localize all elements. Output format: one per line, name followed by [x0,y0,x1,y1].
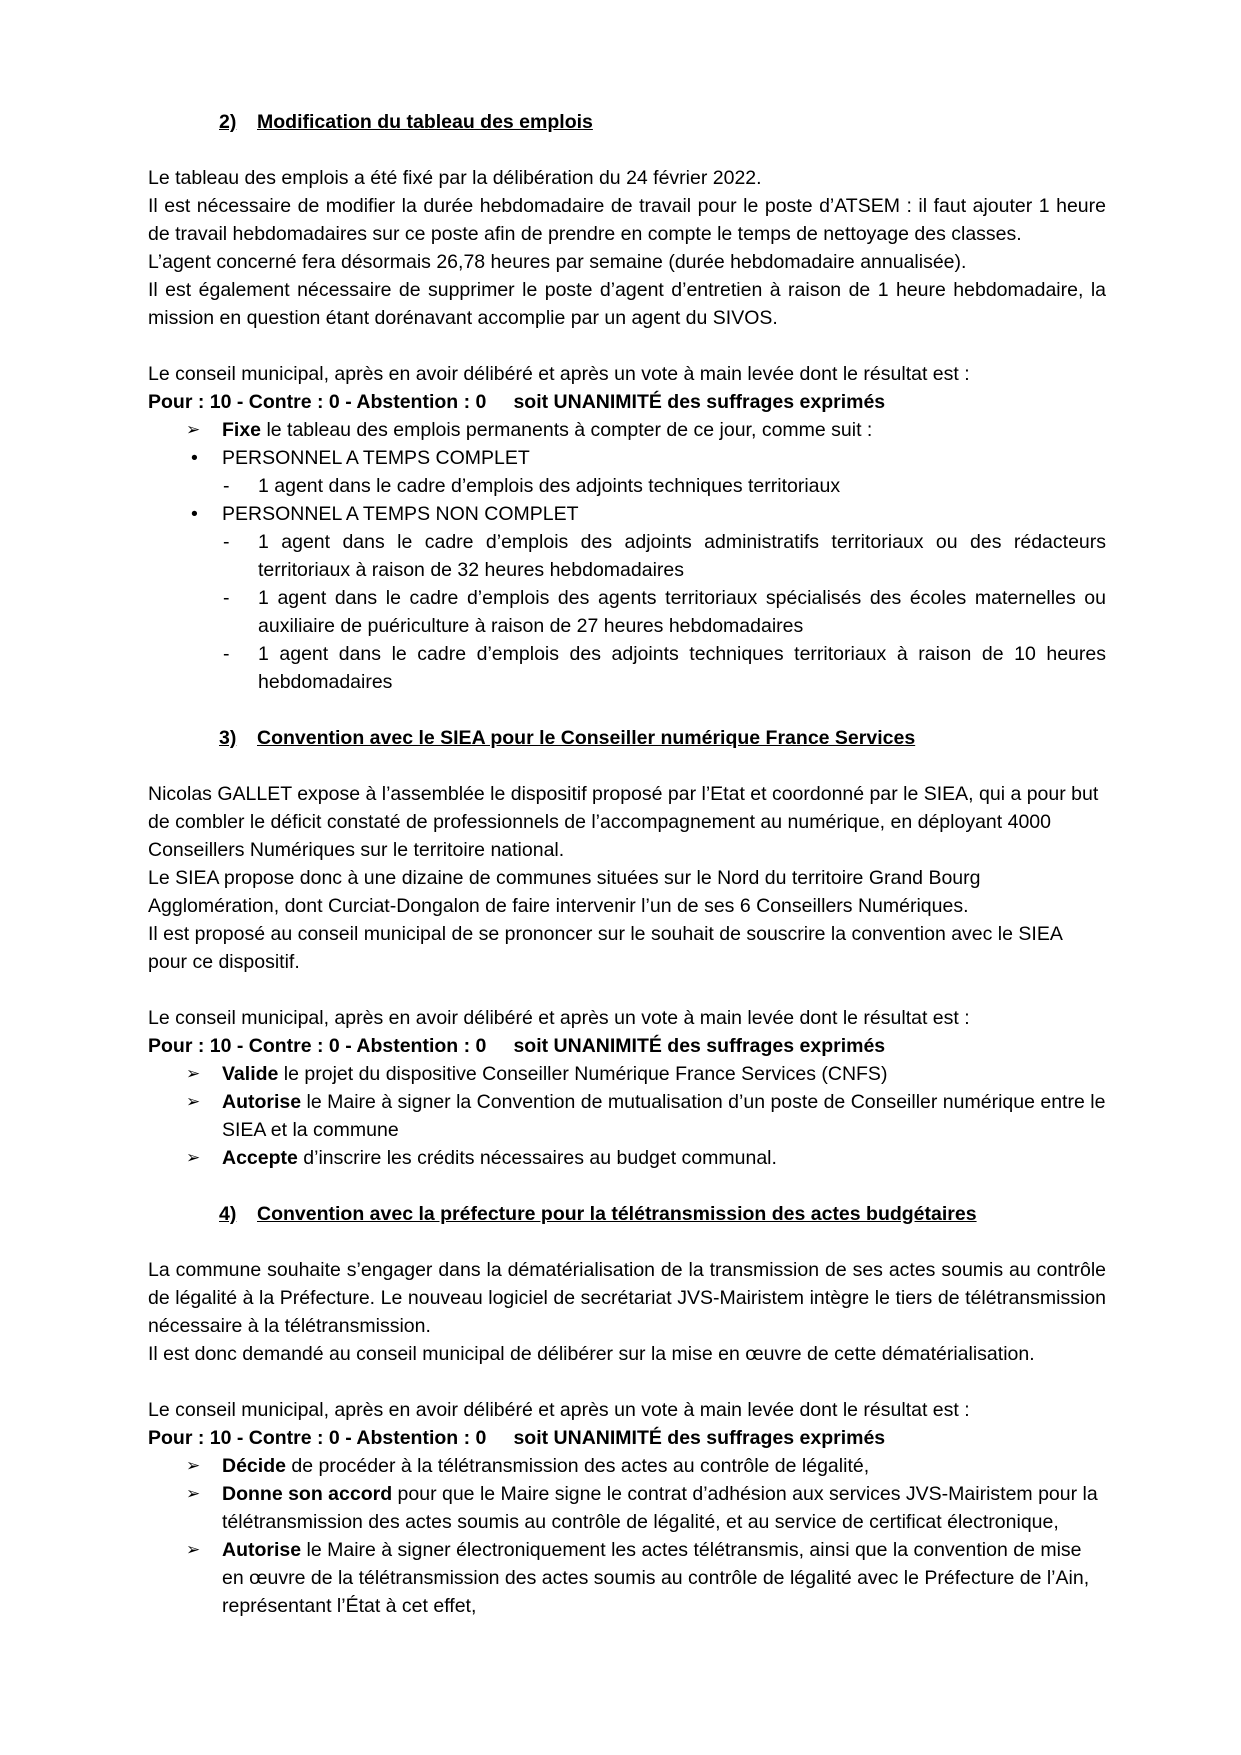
section-number: 2) [219,111,237,133]
position-item [148,640,1106,696]
arrow-bullet-icon: ➢ [186,1456,201,1475]
section-heading [219,1200,1106,1228]
category-item [148,500,1106,528]
decision-verb: Fixe [222,419,262,441]
paragraph: Il est nécessaire de modifier la durée hebdomadaire de travail pour le poste d’ATSEM : il faut ajouter 1 heure de travail hebdomadaires sur ce poste afin de prendre en compte le temps de nettoyage des classes. [148,195,1106,245]
decision-text: le tableau des emplois permanents à compter de ce jour, comme suit : [261,419,873,441]
arrow-bullet-icon: ➢ [186,1484,201,1503]
arrow-bullet-icon: ➢ [186,1092,201,1111]
dash-bullet-icon: - [223,475,230,497]
vote-intro: Le conseil municipal, après en avoir délibéré et après un vote à main levée dont le résultat est : [148,363,970,385]
document-page [148,108,1106,1620]
decision-item [148,1088,1106,1144]
decision-text: le Maire à signer électroniquement les actes télétransmis, ainsi que la convention de mise en œuvre de la télétransmission des actes soumis au contrôle de légalité avec le Préfecture de l’Ain, représentant l’État à cet effet, [222,1539,1090,1617]
paragraph: Il est donc demandé au conseil municipal de délibérer sur la mise en œuvre de cette dématérialisation. [148,1343,1035,1365]
decision-text: de procéder à la télétransmission des actes au contrôle de légalité, [285,1455,870,1477]
paragraph: Il est proposé au conseil municipal de se prononcer sur le souhait de souscrire la convention avec le SIEA pour ce dispositif. [148,923,1062,973]
decision-item [148,1480,1106,1536]
section-number: 3) [219,727,237,749]
section-heading [219,724,1106,752]
round-bullet-icon: • [191,503,198,525]
section-title: Convention avec le SIEA pour le Conseiller numérique France Services [257,727,916,749]
position-item [148,584,1106,640]
arrow-bullet-icon: ➢ [186,1148,201,1167]
arrow-bullet-icon: ➢ [186,1064,201,1083]
position-text: 1 agent dans le cadre d’emplois des adjoints techniques territoriaux [258,475,841,497]
category-label: PERSONNEL A TEMPS COMPLET [222,447,530,469]
vote-intro: Le conseil municipal, après en avoir délibéré et après un vote à main levée dont le résultat est : [148,1007,970,1029]
paragraph: Nicolas GALLET expose à l’assemblée le dispositif proposé par l’Etat et coordonné par le SIEA, qui a pour but de combler le déficit constaté de professionnels de l’accompagnement au numérique, en déployant 4000 Conseillers Numériques sur le territoire national. [148,783,1099,861]
decision-verb: Donne son accord [222,1483,393,1505]
decision-text: d’inscrire les crédits nécessaires au budget communal. [297,1147,777,1169]
position-text: 1 agent dans le cadre d’emplois des adjoints techniques territoriaux à raison de 10 heures hebdomadaires [258,643,1106,693]
vote-result: Pour : 10 - Contre : 0 - Abstention : 0 soit UNANIMITÉ des suffrages exprimés [148,1427,886,1449]
decision-item [148,1536,1106,1620]
decision-item [148,1452,1106,1480]
decision-item [148,416,1106,444]
paragraph: Il est également nécessaire de supprimer le poste d’agent d’entretien à raison de 1 heure hebdomadaire, la mission en question étant dorénavant accomplie par un agent du SIVOS. [148,279,1106,329]
position-text: 1 agent dans le cadre d’emplois des agents territoriaux spécialisés des écoles maternelles ou auxiliaire de puériculture à raison de 27 heures hebdomadaires [258,587,1106,637]
section-heading [219,108,1106,136]
paragraph: La commune souhaite s’engager dans la dématérialisation de la transmission de ses actes soumis au contrôle de légalité à la Préfecture. Le nouveau logiciel de secrétariat JVS-Mairistem intègre le tiers de télétransmission nécessaire à la télétransmission. [148,1259,1106,1337]
vote-result: Pour : 10 - Contre : 0 - Abstention : 0 soit UNANIMITÉ des suffrages exprimés [148,391,886,413]
paragraph: Le tableau des emplois a été fixé par la délibération du 24 février 2022. [148,167,762,189]
section-title: Convention avec la préfecture pour la télétransmission des actes budgétaires [257,1203,977,1225]
category-item [148,444,1106,472]
dash-bullet-icon: - [223,587,230,609]
decision-text: pour que le Maire signe le contrat d’adhésion aux services JVS-Mairistem pour la télétransmission des actes soumis au contrôle de légalité, et au service de certificat électronique, [222,1483,1098,1533]
vote-result: Pour : 10 - Contre : 0 - Abstention : 0 soit UNANIMITÉ des suffrages exprimés [148,1035,886,1057]
section-number: 4) [219,1203,237,1225]
decision-verb: Autorise [222,1539,302,1561]
decision-verb: Décide [222,1455,286,1477]
decision-text: le Maire à signer la Convention de mutualisation d’un poste de Conseiller numérique entre le SIEA et la commune [222,1091,1106,1141]
position-item [148,472,1106,500]
decision-text: le projet du dispositive Conseiller Numérique France Services (CNFS) [278,1063,888,1085]
paragraph: Le SIEA propose donc à une dizaine de communes situées sur le Nord du territoire Grand Bourg Agglomération, dont Curciat-Dongalon de faire intervenir l’un de ses 6 Conseillers Numériques. [148,867,981,917]
decision-item [148,1060,1106,1088]
dash-bullet-icon: - [223,643,230,665]
arrow-bullet-icon: ➢ [186,1540,201,1559]
decision-item [148,1144,1106,1172]
position-item [148,528,1106,584]
position-text: 1 agent dans le cadre d’emplois des adjoints administratifs territoriaux ou des rédacteurs territoriaux à raison de 32 heures hebdomadaires [258,531,1106,581]
dash-bullet-icon: - [223,531,230,553]
decision-verb: Valide [222,1063,279,1085]
decision-verb: Autorise [222,1091,302,1113]
paragraph: L’agent concerné fera désormais 26,78 heures par semaine (durée hebdomadaire annualisée). [148,251,967,273]
arrow-bullet-icon: ➢ [186,420,201,439]
category-label: PERSONNEL A TEMPS NON COMPLET [222,503,579,525]
decision-verb: Accepte [222,1147,298,1169]
round-bullet-icon: • [191,447,198,469]
section-title: Modification du tableau des emplois [257,111,593,133]
vote-intro: Le conseil municipal, après en avoir délibéré et après un vote à main levée dont le résultat est : [148,1399,970,1421]
